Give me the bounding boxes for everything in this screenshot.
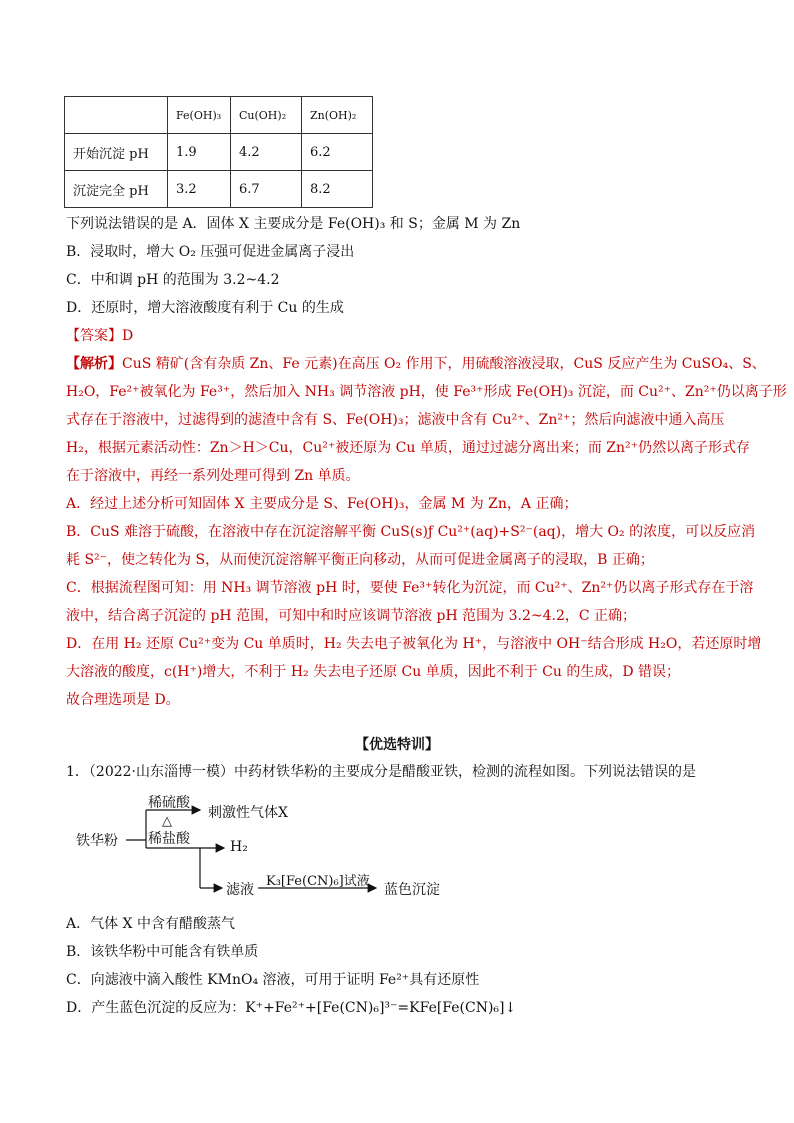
analysis-text: CuS 精矿(含有杂质 Zn、Fe 元素)在高压 O₂ 作用下，用硫酸溶液浸取，CuS 反应产生为 CuSO₄、S、 bbox=[122, 356, 766, 372]
analysis-conclusion: 故合理选项是 D。 bbox=[66, 692, 180, 708]
answer-line: 【答案】D bbox=[66, 328, 134, 344]
flow-reagent-top: 稀硫酸 bbox=[148, 795, 190, 811]
analysis-a: A．经过上述分析可知固体 X 主要成分是 S、Fe(OH)₃，金属 M 为 Zn，A 正确； bbox=[66, 496, 578, 512]
table-cell: 1.9 bbox=[168, 134, 231, 171]
flow-test-reagent: K₃[Fe(CN)₆]试液 bbox=[266, 874, 370, 889]
analysis-d-1: D．在用 H₂ 还原 Cu²⁺变为 Cu 单质时，H₂ 失去电子被氧化为 H⁺，与溶液中 OH⁻结合形成 H₂O，若还原时增 bbox=[66, 636, 762, 652]
q1-option-a: A．气体 X 中含有醋酸蒸气 bbox=[66, 916, 235, 932]
table-cell: 4.2 bbox=[231, 134, 302, 171]
heat-symbol: △ bbox=[162, 814, 172, 829]
analysis-c-2: 液中，结合离子沉淀的 pH 范围，可知中和时应该调节溶液 pH 范围为 3.2~4.2，C 正确； bbox=[66, 608, 637, 624]
analysis-line-3: 式存在于溶液中，过滤得到的滤渣中含有 S、Fe(OH)₃；滤液中含有 Cu²⁺、Zn²⁺；然后向滤液中通入高压 bbox=[66, 412, 725, 428]
q1-stem: 1．（2022·山东淄博一模）中药材铁华粉的主要成分是醋酸亚铁，检测的流程如图。下列说法错误的是 bbox=[66, 764, 696, 780]
option-c: C．中和调 pH 的范围为 3.2~4.2 bbox=[66, 272, 280, 288]
analysis-c-1: C．根据流程图可知：用 NH₃ 调节溶液 pH 时，要使 Fe³⁺转化为沉淀，而 Cu²⁺、Zn²⁺仍以离子形式存在于溶 bbox=[66, 580, 754, 596]
q1-option-b: B．该铁华粉中可能含有铁单质 bbox=[66, 944, 259, 960]
table-header-cell: Zn(OH)₂ bbox=[302, 97, 373, 134]
table-header-cell: Cu(OH)₂ bbox=[231, 97, 302, 134]
q1-option-c: C．向滤液中滴入酸性 KMnO₄ 溶液，可用于证明 Fe²⁺具有还原性 bbox=[66, 972, 480, 988]
flow-product-top: 刺激性气体X bbox=[208, 805, 288, 821]
table-row bbox=[65, 134, 373, 171]
flow-filtrate: 滤液 bbox=[226, 882, 254, 898]
q1-option-d: D．产生蓝色沉淀的反应为：K⁺+Fe²⁺+[Fe(CN)₆]³⁻=KFe[Fe(CN)₆]↓ bbox=[66, 1000, 517, 1016]
row-label: 沉淀完全 pH bbox=[65, 171, 168, 208]
analysis-b-1: B．CuS 难溶于硫酸，在溶液中存在沉淀溶解平衡 CuS(s)ƒ Cu²⁺(aq)+S²⁻(aq)，增大 O₂ 的浓度，可以反应消 bbox=[66, 524, 756, 540]
table-row bbox=[65, 171, 373, 208]
table-cell: 6.7 bbox=[231, 171, 302, 208]
table-cell: 8.2 bbox=[302, 171, 373, 208]
analysis-b-2: 耗 S²⁻，使之转化为 S，从而使沉淀溶解平衡正向移动，从而可促进金属离子的浸取，B 正确； bbox=[66, 552, 654, 568]
table-header-cell bbox=[65, 97, 168, 134]
flow-reagent-bottom: 稀盐酸 bbox=[148, 831, 190, 847]
analysis-d-2: 大溶液的酸度，c(H⁺)增大，不利于 H₂ 失去电子还原 Cu 单质，因此不利于 Cu 的生成，D 错误； bbox=[66, 664, 681, 680]
table-header-row bbox=[65, 97, 373, 134]
table-cell: 3.2 bbox=[168, 171, 231, 208]
analysis-line-4: H₂，根据元素活动性：Zn＞H＞Cu，Cu²⁺被还原为 Cu 单质，通过过滤分离出来；而 Zn²⁺仍然以离子形式存 bbox=[66, 440, 751, 456]
flow-result: 蓝色沉淀 bbox=[384, 882, 440, 898]
analysis-line-1 bbox=[66, 354, 766, 374]
row-label: 开始沉淀 pH bbox=[65, 134, 168, 171]
section-title: 【优选特训】 bbox=[355, 737, 439, 753]
ph-table bbox=[64, 96, 373, 208]
table-cell: 6.2 bbox=[302, 134, 373, 171]
analysis-tag: 【解析】 bbox=[66, 356, 122, 372]
analysis-line-5: 在于溶液中，再经一系列处理可得到 Zn 单质。 bbox=[66, 468, 360, 484]
option-b: B．浸取时，增大 O₂ 压强可促进金属离子浸出 bbox=[66, 244, 355, 260]
option-d: D．还原时，增大溶液酸度有利于 Cu 的生成 bbox=[66, 300, 344, 316]
table-header-cell: Fe(OH)₃ bbox=[168, 97, 231, 134]
flow-gas-h2: H₂ bbox=[230, 839, 248, 855]
question-stem-option-a: 下列说法错误的是 A．固体 X 主要成分是 Fe(OH)₃ 和 S；金属 M 为 Zn bbox=[66, 216, 521, 232]
analysis-line-2: H₂O，Fe²⁺被氧化为 Fe³⁺，然后加入 NH₃ 调节溶液 pH，使 Fe³⁺形成 Fe(OH)₃ 沉淀，而 Cu²⁺、Zn²⁺仍以离子形 bbox=[66, 384, 787, 400]
flow-start-label: 铁华粉 bbox=[76, 833, 118, 849]
